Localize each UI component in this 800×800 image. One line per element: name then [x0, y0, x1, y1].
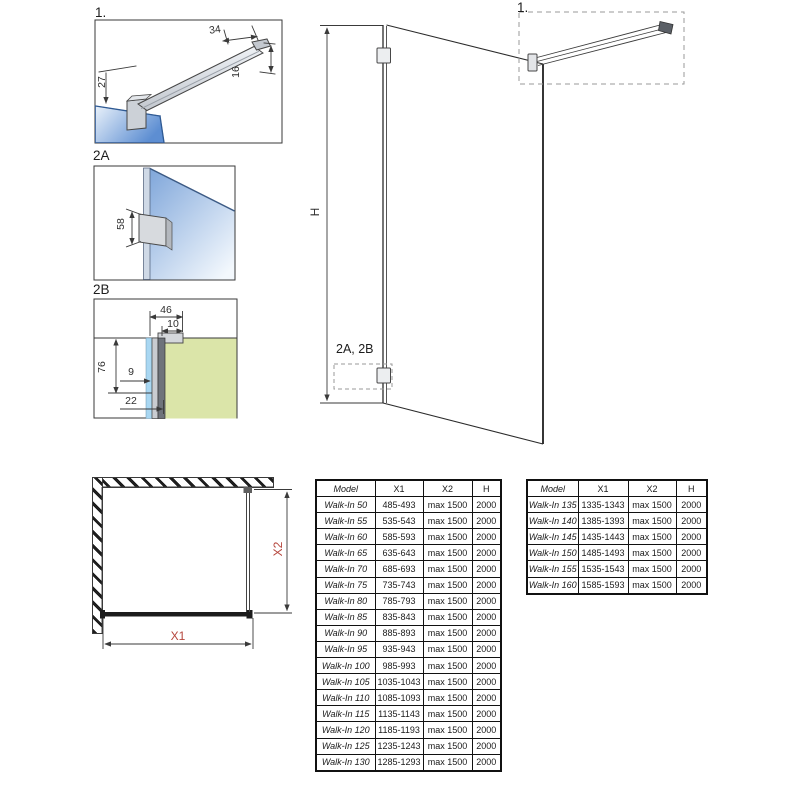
cell-x2: max 1500	[423, 529, 472, 545]
cell-model: Walk-In 125	[316, 738, 375, 754]
cell-x2: max 1500	[423, 754, 472, 771]
table-row	[316, 625, 501, 641]
cell-x2: max 1500	[628, 561, 676, 577]
table-row	[316, 754, 501, 771]
dim-16: 16	[230, 66, 242, 78]
cell-model: Walk-In 60	[316, 529, 375, 545]
cell-h: 2000	[472, 609, 501, 625]
cell-model: Walk-In 50	[316, 497, 375, 513]
dim-76: 76	[96, 361, 108, 373]
cell-x2: max 1500	[423, 674, 472, 690]
header-row	[316, 480, 501, 497]
table-row	[316, 722, 501, 738]
cell-h: 2000	[472, 690, 501, 706]
cell-x1: 985-993	[375, 658, 423, 674]
wall-bracket-top	[377, 48, 391, 63]
cell-x2: max 1500	[628, 577, 676, 594]
col-header-x2: X2	[628, 480, 676, 497]
cell-model: Walk-In 100	[316, 658, 375, 674]
cell-h: 2000	[676, 561, 707, 577]
bar-glass-bracket	[528, 54, 537, 71]
cell-x1: 585-593	[375, 529, 423, 545]
cell-h: 2000	[472, 641, 501, 657]
detail-1-drawing	[95, 20, 282, 143]
dim-9: 9	[128, 366, 134, 378]
cell-x1: 885-893	[375, 625, 423, 641]
cell-model: Walk-In 120	[316, 722, 375, 738]
table-row	[316, 577, 501, 593]
x1-dim-label: X1	[170, 629, 186, 643]
cell-x1: 785-793	[375, 593, 423, 609]
cell-h: 2000	[472, 561, 501, 577]
table-row	[527, 529, 707, 545]
cell-x1: 935-943	[375, 641, 423, 657]
table-row	[316, 674, 501, 690]
detail-2b-label: 2B	[93, 282, 110, 297]
elevation-detail-1-label: 1.	[517, 0, 529, 15]
cell-model: Walk-In 130	[316, 754, 375, 771]
cell-x1: 1485-1493	[578, 545, 628, 561]
cell-x2: max 1500	[628, 513, 676, 529]
cell-h: 2000	[676, 513, 707, 529]
cell-model: Walk-In 85	[316, 609, 375, 625]
support-bar-plan	[247, 492, 250, 612]
bar-wall-bracket	[659, 22, 674, 35]
col-header-h: H	[472, 480, 501, 497]
cell-x2: max 1500	[628, 545, 676, 561]
cell-model: Walk-In 65	[316, 545, 375, 561]
cell-x1: 1535-1543	[578, 561, 628, 577]
size-table-right	[526, 479, 708, 595]
detail-2a-label: 2A	[93, 148, 110, 163]
table-row	[316, 690, 501, 706]
glass-panel-plan	[102, 612, 252, 617]
wall-profile	[152, 338, 158, 419]
detail-2b-drawing	[94, 299, 237, 419]
cell-h: 2000	[472, 513, 501, 529]
cell-h: 2000	[676, 497, 707, 513]
cell-model: Walk-In 115	[316, 706, 375, 722]
table-row	[316, 513, 501, 529]
cell-h: 2000	[472, 722, 501, 738]
cell-x2: max 1500	[423, 593, 472, 609]
cell-x2: max 1500	[423, 641, 472, 657]
cell-h: 2000	[676, 577, 707, 594]
cell-x1: 535-543	[375, 513, 423, 529]
cell-x1: 1585-1593	[578, 577, 628, 594]
cell-x2: max 1500	[423, 625, 472, 641]
elevation-detail-2-label: 2A, 2B	[336, 342, 374, 356]
cell-x1: 485-493	[375, 497, 423, 513]
glass-clamp	[139, 214, 166, 246]
cell-h: 2000	[472, 625, 501, 641]
cell-x1: 735-743	[375, 577, 423, 593]
cell-model: Walk-In 105	[316, 674, 375, 690]
table-row	[316, 706, 501, 722]
cell-h: 2000	[472, 738, 501, 754]
detail-1-label: 1.	[95, 5, 107, 20]
cell-x1: 1285-1293	[375, 754, 423, 771]
cell-h: 2000	[472, 754, 501, 771]
dim-46: 46	[160, 304, 172, 316]
cell-h: 2000	[472, 658, 501, 674]
table-row	[316, 658, 501, 674]
col-header-model: Model	[527, 480, 578, 497]
table-row	[316, 497, 501, 513]
cell-model: Walk-In 160	[527, 577, 578, 594]
cell-x2: max 1500	[423, 690, 472, 706]
header-row	[527, 480, 707, 497]
cell-h: 2000	[676, 529, 707, 545]
cell-model: Walk-In 135	[527, 497, 578, 513]
wall	[164, 338, 237, 419]
cell-x1: 1085-1093	[375, 690, 423, 706]
cell-model: Walk-In 70	[316, 561, 375, 577]
dim-58: 58	[115, 218, 127, 230]
col-header-h: H	[676, 480, 707, 497]
dim-34: 34	[208, 23, 222, 37]
cell-model: Walk-In 90	[316, 625, 375, 641]
cell-x1: 635-643	[375, 545, 423, 561]
col-header-x1: X1	[578, 480, 628, 497]
cell-x2: max 1500	[423, 577, 472, 593]
cell-x2: max 1500	[628, 497, 676, 513]
col-header-x1: X1	[375, 480, 423, 497]
glass-edge	[146, 338, 152, 419]
wall-bracket-bottom	[377, 368, 391, 383]
cell-x2: max 1500	[423, 513, 472, 529]
cell-h: 2000	[472, 529, 501, 545]
cell-h: 2000	[472, 706, 501, 722]
table-row	[527, 513, 707, 529]
plan-drawing	[100, 487, 292, 649]
cell-h: 2000	[472, 545, 501, 561]
cell-x2: max 1500	[423, 609, 472, 625]
cell-model: Walk-In 75	[316, 577, 375, 593]
cell-x2: max 1500	[423, 561, 472, 577]
cell-x2: max 1500	[423, 545, 472, 561]
cell-model: Walk-In 145	[527, 529, 578, 545]
cell-x2: max 1500	[628, 529, 676, 545]
cell-model: Walk-In 110	[316, 690, 375, 706]
cell-x1: 1385-1393	[578, 513, 628, 529]
cell-x2: max 1500	[423, 722, 472, 738]
table-row	[316, 641, 501, 657]
table-row	[316, 738, 501, 754]
cell-x1: 1435-1443	[578, 529, 628, 545]
table-row	[527, 497, 707, 513]
elevation-drawing	[320, 12, 684, 444]
cell-model: Walk-In 80	[316, 593, 375, 609]
table-row	[527, 561, 707, 577]
cell-x1: 685-693	[375, 561, 423, 577]
cell-h: 2000	[472, 577, 501, 593]
cell-h: 2000	[472, 593, 501, 609]
table-row	[316, 609, 501, 625]
table-row	[316, 529, 501, 545]
x2-dim-label: X2	[271, 541, 285, 557]
support-bar	[537, 25, 666, 66]
cell-h: 2000	[676, 545, 707, 561]
table-row	[527, 545, 707, 561]
cell-h: 2000	[472, 497, 501, 513]
dim-27: 27	[96, 76, 108, 88]
table-row	[316, 561, 501, 577]
table-row	[316, 545, 501, 561]
col-header-x2: X2	[423, 480, 472, 497]
cell-x2: max 1500	[423, 738, 472, 754]
cell-x1: 835-843	[375, 609, 423, 625]
cell-model: Walk-In 95	[316, 641, 375, 657]
glass-panel	[383, 25, 543, 444]
bar-wall-bracket-plan	[244, 487, 253, 493]
cell-x1: 1185-1193	[375, 722, 423, 738]
cell-model: Walk-In 140	[527, 513, 578, 529]
cell-x2: max 1500	[423, 658, 472, 674]
col-header-model: Model	[316, 480, 375, 497]
dim-22: 22	[125, 395, 137, 407]
dim-10: 10	[167, 318, 179, 330]
table-row	[527, 577, 707, 594]
cell-x1: 1335-1343	[578, 497, 628, 513]
size-table-left	[315, 479, 502, 772]
height-dim-label: H	[308, 207, 322, 217]
cell-x1: 1235-1243	[375, 738, 423, 754]
cell-x1: 1035-1043	[375, 674, 423, 690]
cell-x2: max 1500	[423, 706, 472, 722]
cell-x1: 1135-1143	[375, 706, 423, 722]
cell-model: Walk-In 155	[527, 561, 578, 577]
cell-model: Walk-In 55	[316, 513, 375, 529]
cell-x2: max 1500	[423, 497, 472, 513]
table-row	[316, 593, 501, 609]
cell-model: Walk-In 150	[527, 545, 578, 561]
cell-h: 2000	[472, 674, 501, 690]
